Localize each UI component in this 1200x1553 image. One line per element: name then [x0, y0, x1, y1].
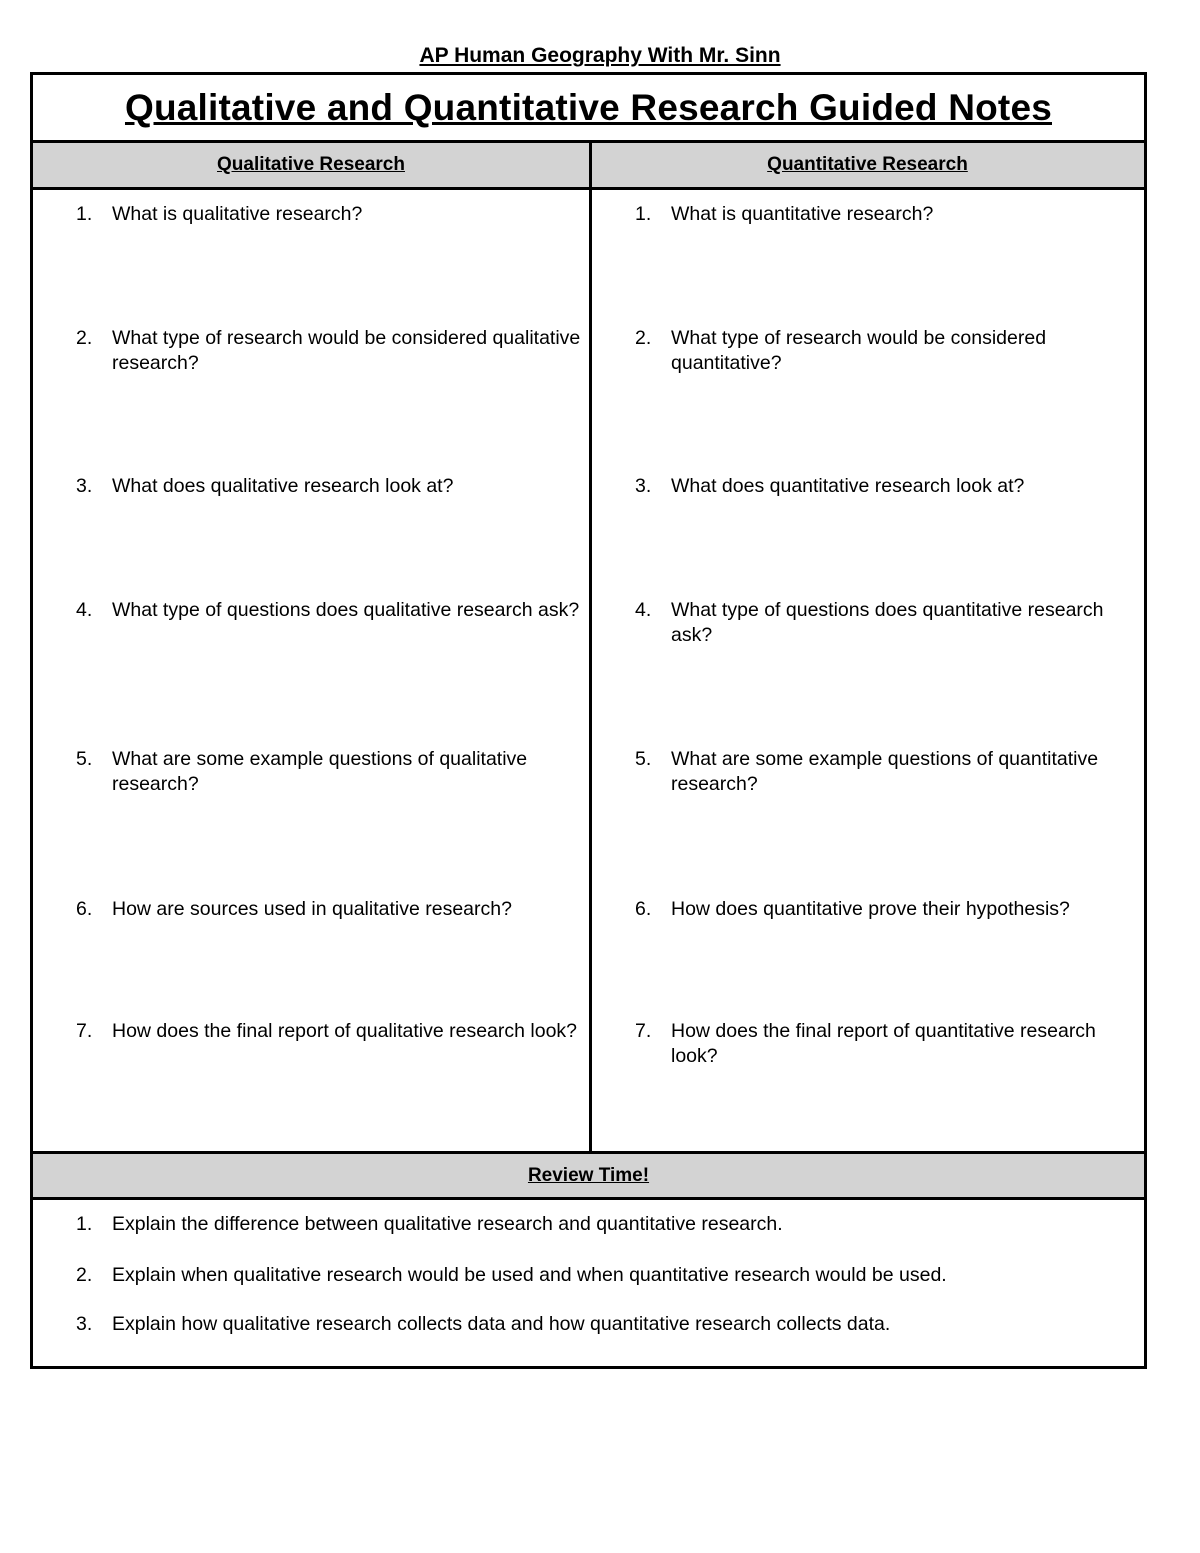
question-number: 3.	[635, 475, 652, 497]
question-number: 4.	[635, 599, 652, 621]
question-number: 3.	[76, 475, 93, 497]
review-number: 2.	[76, 1264, 93, 1286]
question-number: 5.	[76, 748, 93, 770]
review-number: 1.	[76, 1213, 93, 1235]
question-text: How are sources used in qualitative research?	[112, 898, 512, 920]
question-text: What does qualitative research look at?	[112, 475, 454, 497]
page-title: Qualitative and Quantitative Research Guided Notes	[124, 86, 1052, 128]
question-number: 5.	[635, 748, 652, 770]
question-text: How does the final report of qualitative research look?	[112, 1020, 578, 1042]
question-text: How does the final report of quantitative research look?	[671, 1020, 1096, 1067]
review-text: Explain the difference between qualitative research and quantitative research.	[112, 1213, 783, 1235]
question-text: What type of questions does quantitative research ask?	[671, 599, 1104, 646]
question-text: What are some example questions of qualitative research?	[112, 748, 528, 795]
qualitative-heading: Qualitative Research	[217, 154, 405, 175]
question-number: 7.	[635, 1020, 652, 1042]
question-text: How does quantitative prove their hypothesis?	[671, 898, 1070, 920]
notes-sheet	[30, 72, 1147, 1369]
review-text: Explain how qualitative research collects data and how quantitative research collects data.	[112, 1313, 891, 1335]
title-row	[33, 75, 1144, 143]
review-number: 3.	[76, 1313, 93, 1335]
question-text: What does quantitative research look at?	[671, 475, 1025, 497]
question-text: What type of research would be considered qualitative research?	[112, 327, 581, 374]
question-text: What is qualitative research?	[112, 203, 363, 225]
question-number: 6.	[635, 898, 652, 920]
question-text: What are some example questions of quantitative research?	[671, 748, 1099, 795]
question-number: 7.	[76, 1020, 93, 1042]
question-number: 4.	[76, 599, 93, 621]
question-text: What type of research would be considered quantitative?	[671, 327, 1047, 374]
question-number: 1.	[635, 203, 652, 225]
question-text: What is quantitative research?	[671, 203, 934, 225]
course-header: AP Human Geography With Mr. Sinn	[419, 44, 781, 67]
review-heading: Review Time!	[33, 1151, 1144, 1200]
question-number: 6.	[76, 898, 93, 920]
quantitative-heading: Quantitative Research	[767, 154, 968, 175]
question-number: 1.	[76, 203, 93, 225]
question-number: 2.	[635, 327, 652, 349]
review-text: Explain when qualitative research would be used and when quantitative research would be used.	[112, 1264, 947, 1286]
question-number: 2.	[76, 327, 93, 349]
question-text: What type of questions does qualitative research ask?	[112, 599, 580, 621]
column-divider	[589, 143, 592, 1154]
